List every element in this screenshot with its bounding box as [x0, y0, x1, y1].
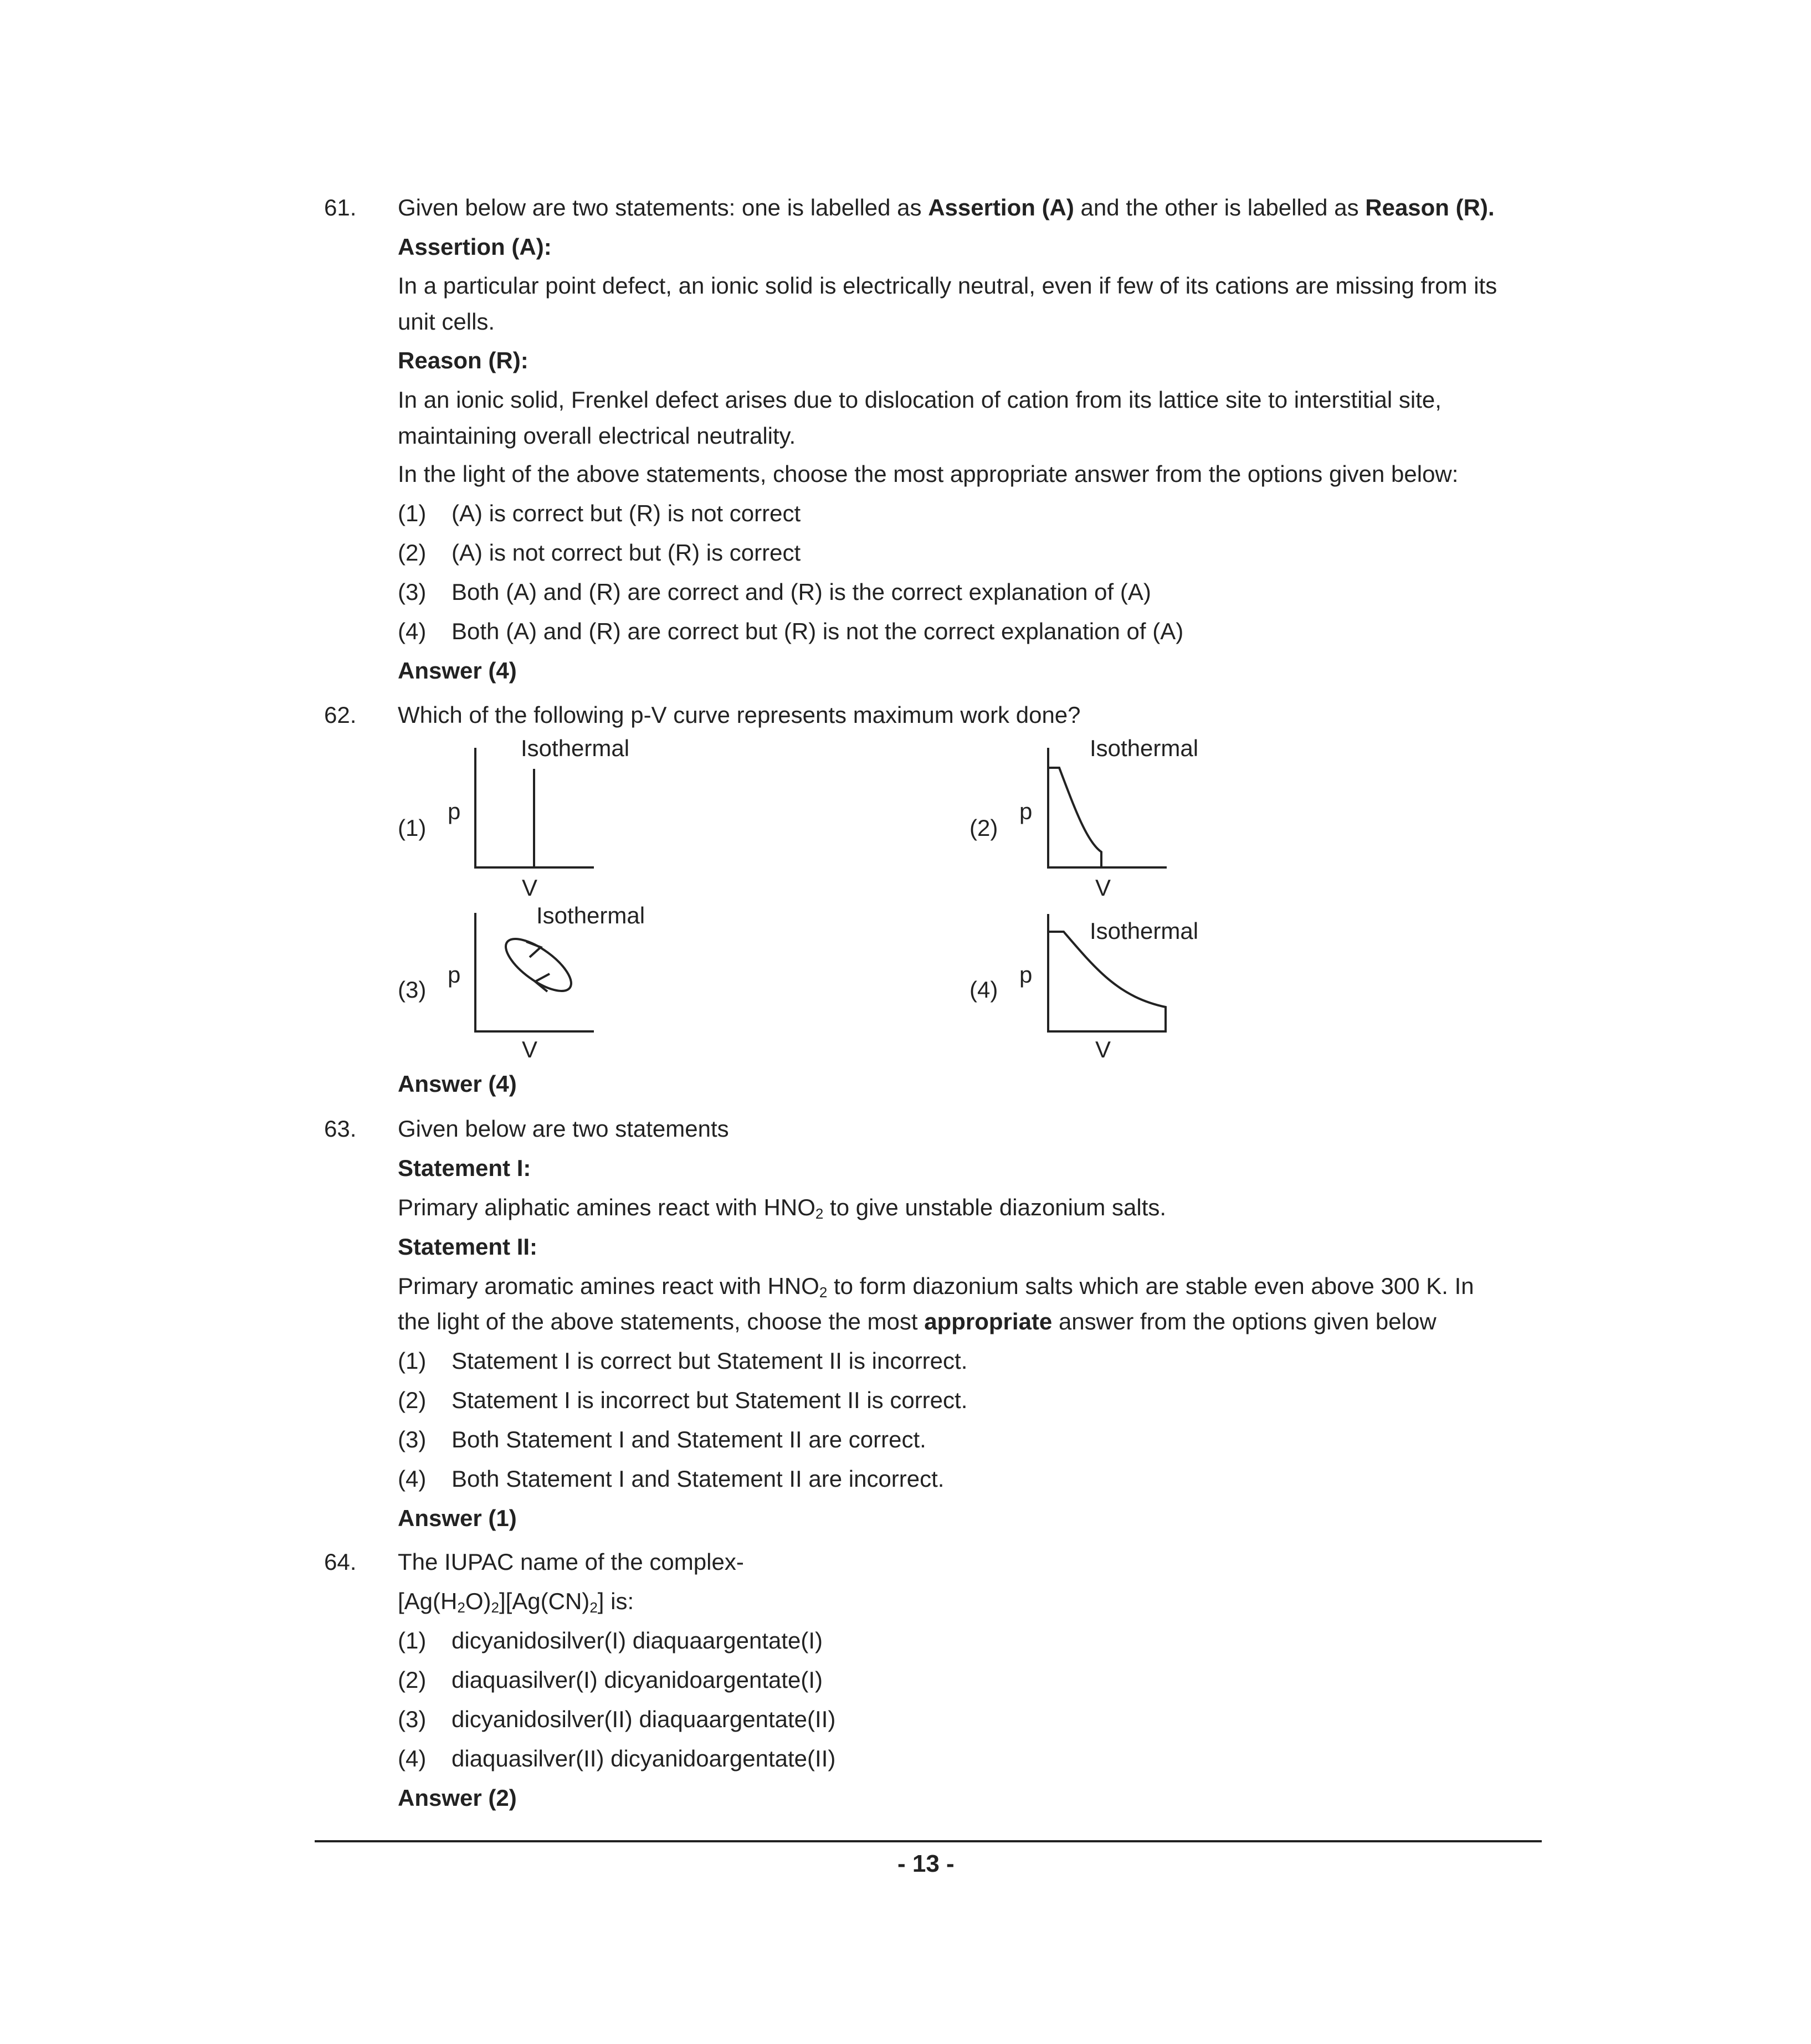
q62-graph-3-title: Isothermal [536, 902, 645, 928]
q64-number: 64. [324, 1549, 357, 1575]
q61-number: 61. [324, 194, 357, 220]
q64-formula-c: ][Ag(CN) [499, 1588, 590, 1614]
q62-answer: Answer (4) [398, 1071, 517, 1097]
q62-graph-2-title: Isothermal [1090, 735, 1199, 761]
q62-graph-3-x-label: V [522, 1036, 538, 1062]
q62-graph-3-y-label: p [448, 962, 461, 988]
q64-option-4-number: (4) [398, 1745, 427, 1771]
q64-option-2-number: (2) [398, 1667, 427, 1693]
q61-reason-heading: Reason (R): [398, 347, 529, 373]
q63-intro: Given below are two statements [398, 1116, 729, 1142]
q62-graph-2-y-label: p [1019, 798, 1033, 824]
q63-statement-2-line1 [398, 1272, 1474, 1301]
q64-option-4-text: diaquasilver(II) dicyanidoargentate(II) [452, 1745, 836, 1771]
q64-formula-a: [Ag(H [398, 1588, 458, 1614]
q61-option-2-number: (2) [398, 540, 427, 566]
q63-s2-part-b: to form diazonium salts which are stable even above 300 K. In [827, 1273, 1474, 1299]
q64-option-2-text: diaquasilver(I) dicyanidoargentate(I) [452, 1667, 823, 1693]
q63-s2-line2-c: answer from the options given below [1052, 1308, 1437, 1334]
q63-option-2-number: (2) [398, 1387, 427, 1413]
q61-option-1-number: (1) [398, 500, 427, 526]
q64-answer: Answer (2) [398, 1785, 517, 1811]
q62-graph-4-number: (4) [969, 977, 998, 1003]
q63-option-3-text: Both Statement I and Statement II are correct. [452, 1426, 926, 1452]
q62-graph-2-x-label: V [1095, 875, 1111, 901]
q63-s1-subscript: 2 [815, 1205, 824, 1222]
q63-statement-2-heading: Statement II: [398, 1234, 538, 1260]
q62-graph-1-x-label: V [522, 875, 538, 901]
q61-intro-c: and the other is labelled as [1074, 194, 1366, 220]
q62-graph-4-axes [1048, 914, 1167, 1031]
q64-intro: The IUPAC name of the complex- [398, 1549, 744, 1575]
q63-statement-1-heading: Statement I: [398, 1155, 531, 1181]
q62-graph-1-title: Isothermal [521, 735, 630, 761]
q61-intro-b: Assertion (A) [928, 194, 1074, 220]
footer-divider [315, 1840, 1542, 1842]
q61-assertion-heading: Assertion (A): [398, 234, 552, 260]
q64-option-1-text: dicyanidosilver(I) diaquaargentate(I) [452, 1627, 823, 1653]
q62-graph-1-y-label: p [448, 798, 461, 824]
q61-instruction: In the light of the above statements, choose the most appropriate answer from the options given below: [398, 461, 1459, 487]
q61-option-4-number: (4) [398, 618, 427, 644]
q62-graph-4-title: Isothermal [1090, 918, 1199, 944]
q63-s2-line2-b: appropriate [924, 1308, 1053, 1334]
q63-number: 63. [324, 1116, 357, 1142]
q62-graph-3-number: (3) [398, 977, 427, 1003]
q63-option-4-number: (4) [398, 1466, 427, 1492]
q62-graph-4-curve [1048, 932, 1166, 1031]
q63-s2-part-a: Primary aromatic amines react with HNO [398, 1273, 819, 1299]
q64-formula-sub1: 2 [457, 1599, 465, 1616]
q64-formula [398, 1588, 634, 1616]
q61-reason-line2: maintaining overall electrical neutrality. [398, 423, 796, 449]
page-number: - 13 - [897, 1850, 955, 1877]
q63-option-2-text: Statement I is incorrect but Statement II is correct. [452, 1387, 968, 1413]
q64-formula-sub3: 2 [589, 1599, 598, 1616]
q63-statement-2-line2 [398, 1308, 1437, 1336]
q64-option-1-number: (1) [398, 1627, 427, 1653]
q64-formula-d: ] is: [597, 1588, 634, 1614]
q62-number: 62. [324, 702, 357, 728]
q61-assertion-line1: In a particular point defect, an ionic solid is electrically neutral, even if few of its cations are missing from its [398, 273, 1497, 299]
q63-option-1-number: (1) [398, 1348, 427, 1374]
q61-option-4-text: Both (A) and (R) are correct but (R) is not the correct explanation of (A) [452, 618, 1184, 644]
q61-option-3-number: (3) [398, 579, 427, 605]
q63-s2-subscript: 2 [819, 1284, 828, 1301]
q64-option-3-number: (3) [398, 1706, 427, 1732]
q63-option-4-text: Both Statement I and Statement II are incorrect. [452, 1466, 945, 1492]
q61-option-3-text: Both (A) and (R) are correct and (R) is the correct explanation of (A) [452, 579, 1151, 605]
q61-reason-line1: In an ionic solid, Frenkel defect arises due to dislocation of cation from its lattice site to interstitial site, [398, 387, 1441, 413]
q61-assertion-line2: unit cells. [398, 309, 495, 335]
q62-question: Which of the following p-V curve represents maximum work done? [398, 702, 1081, 728]
q64-formula-sub2: 2 [491, 1599, 499, 1616]
q63-s1-part-a: Primary aliphatic amines react with HNO [398, 1194, 815, 1220]
q62-graph-4-y-label: p [1019, 962, 1033, 988]
q61-option-2-text: (A) is not correct but (R) is correct [452, 540, 801, 566]
q62-graph-1-number: (1) [398, 815, 427, 841]
q61-intro-a: Given below are two statements: one is labelled as [398, 194, 928, 220]
q64-option-3-text: dicyanidosilver(II) diaquaargentate(II) [452, 1706, 836, 1732]
q63-option-3-number: (3) [398, 1426, 427, 1452]
q61-answer: Answer (4) [398, 658, 517, 684]
q61-option-1-text: (A) is correct but (R) is not correct [452, 500, 801, 526]
q62-graph-4-x-label: V [1095, 1036, 1111, 1062]
q63-s2-line2-a: the light of the above statements, choose the most [398, 1308, 925, 1334]
q63-answer: Answer (1) [398, 1505, 517, 1531]
q63-s1-part-b: to give unstable diazonium salts. [823, 1194, 1167, 1220]
q62-graph-2-number: (2) [969, 815, 998, 841]
q63-option-1-text: Statement I is correct but Statement II is incorrect. [452, 1348, 968, 1374]
q61-intro-d: Reason (R). [1365, 194, 1495, 220]
q64-formula-b: O) [465, 1588, 491, 1614]
q63-statement-1-text [398, 1194, 1166, 1223]
